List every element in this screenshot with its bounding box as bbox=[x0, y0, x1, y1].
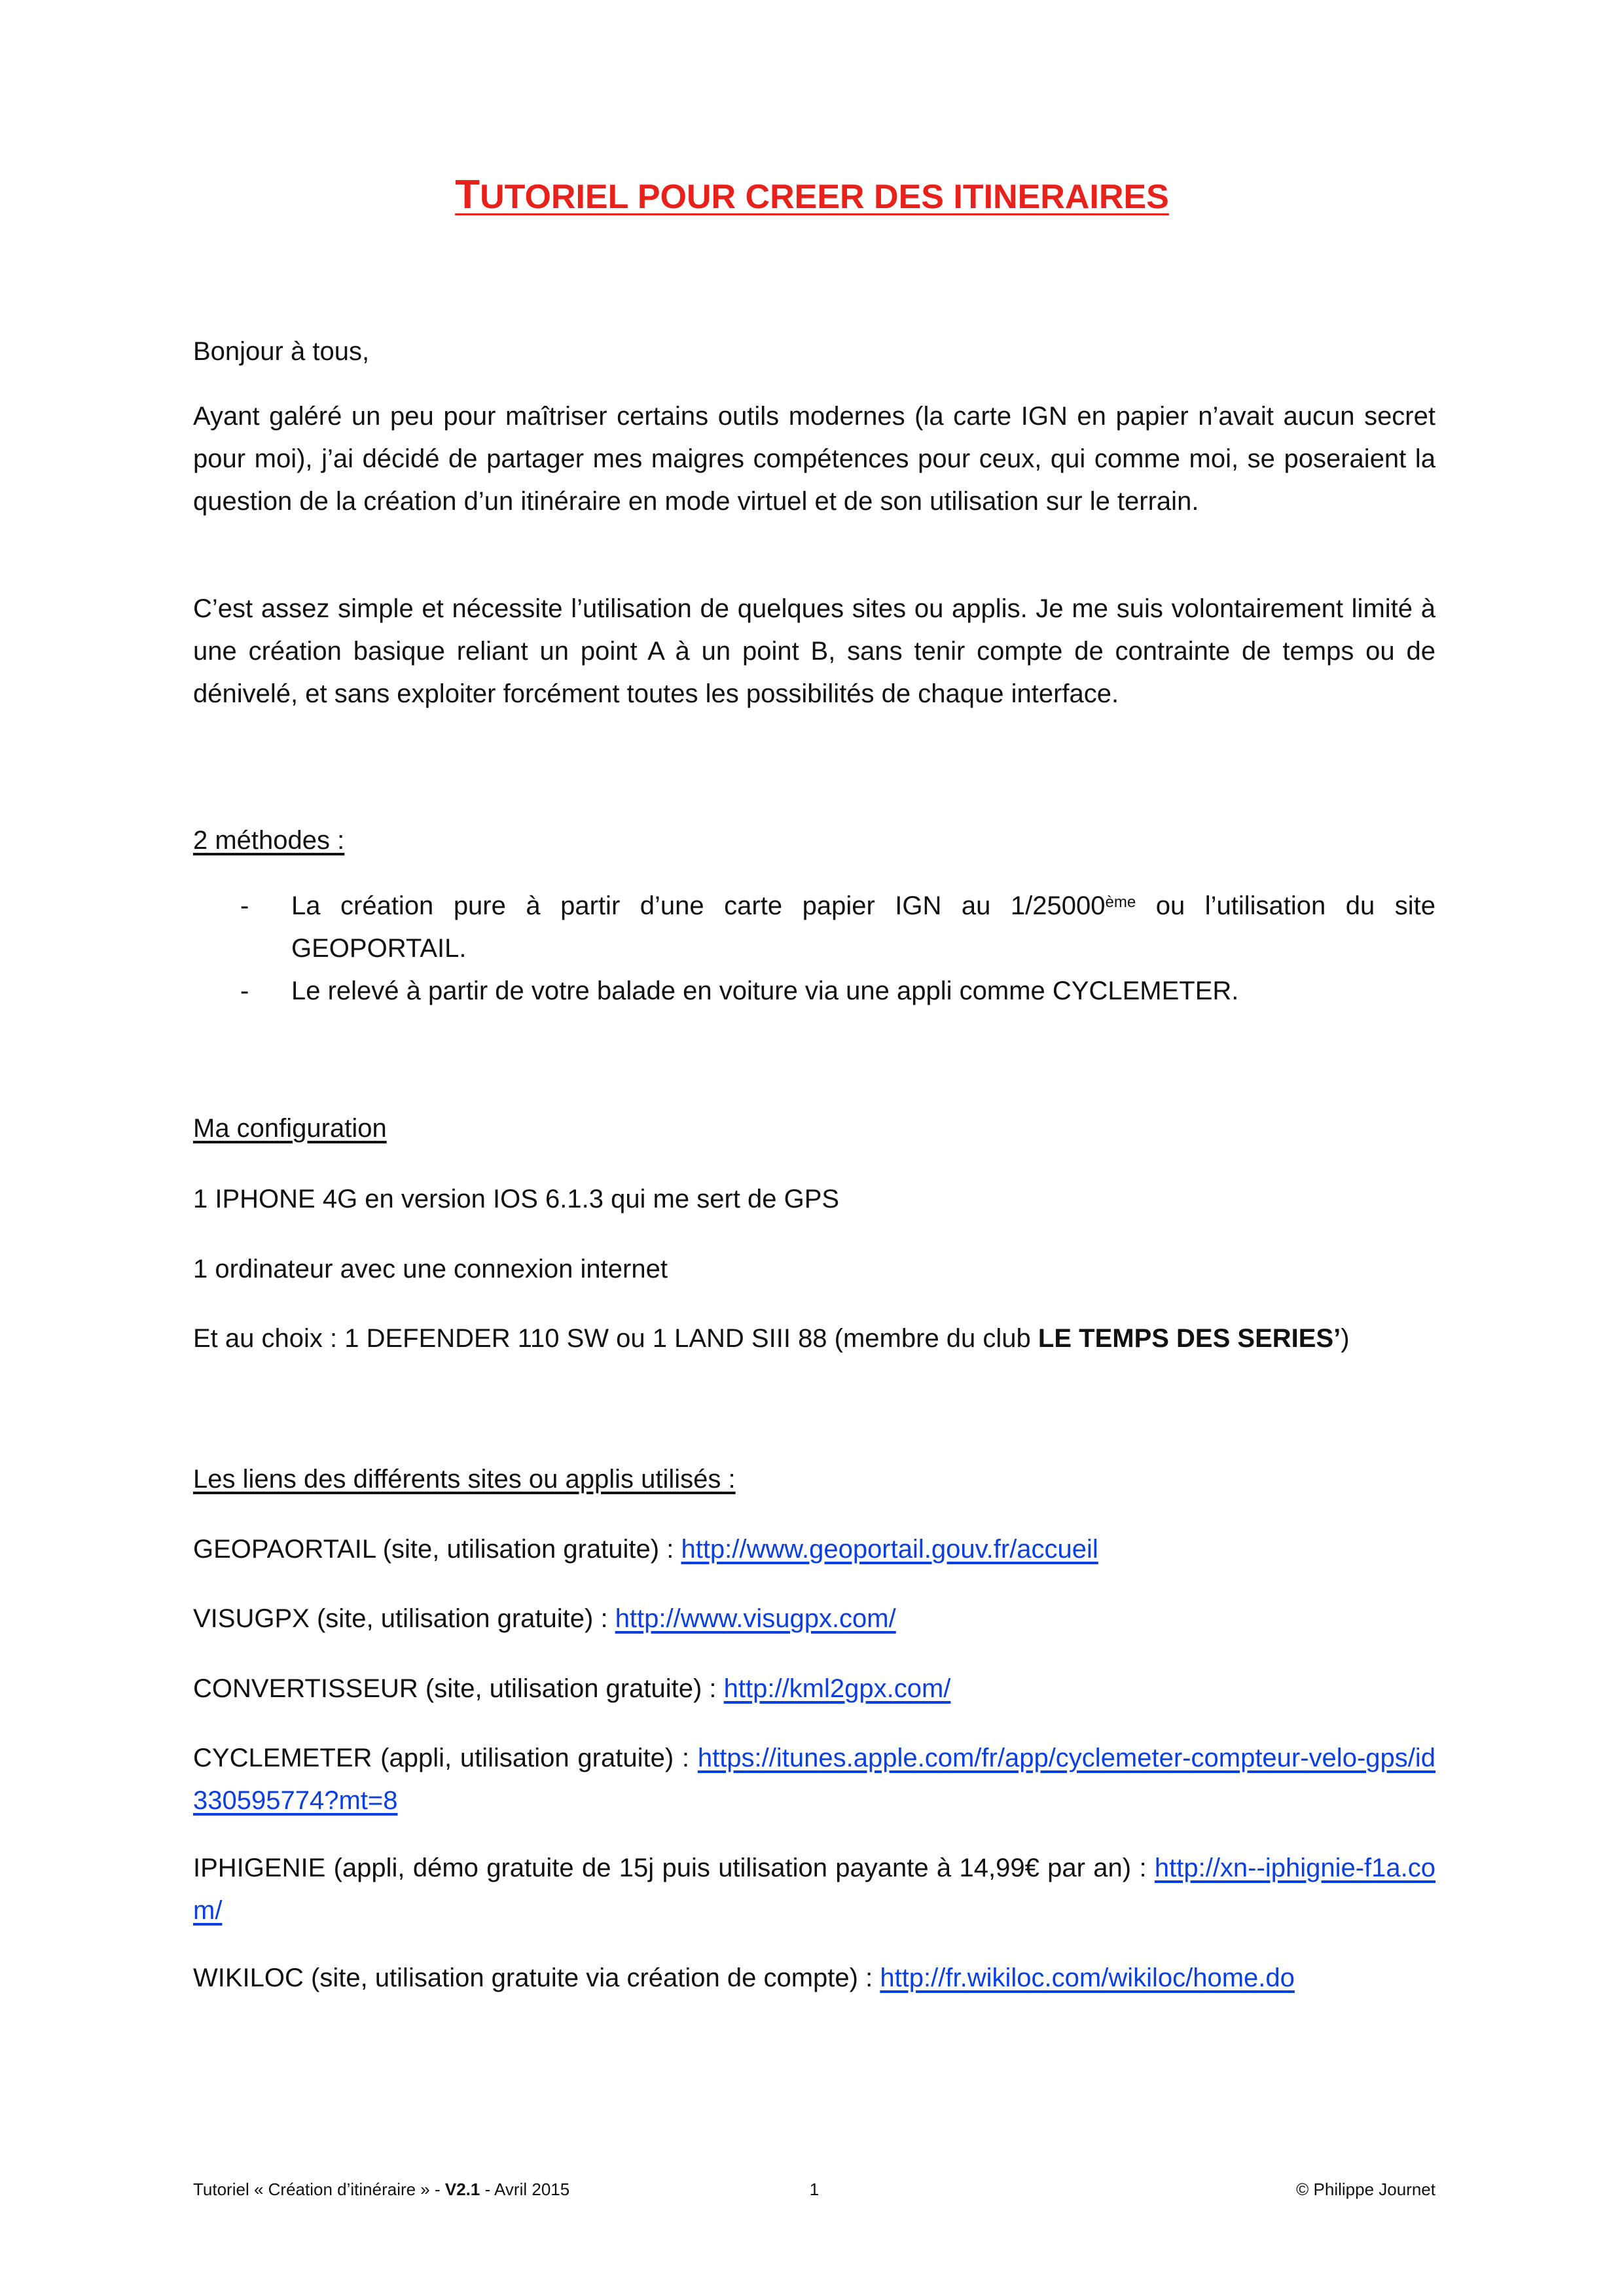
list-item-text-a: La création pure à partir d’une carte papier IGN au 1/25000 bbox=[291, 891, 1106, 920]
link-item-cyclemeter bbox=[193, 1737, 1435, 1822]
link-label: VISUGPX (site, utilisation gratuite) : bbox=[193, 1604, 615, 1633]
link-label: GEOPAORTAIL (site, utilisation gratuite) : bbox=[193, 1535, 681, 1564]
link-geoportail[interactable]: http://www.geoportail.gouv.fr/accueil bbox=[681, 1535, 1098, 1564]
link-item-convertisseur bbox=[193, 1668, 1435, 1710]
page-title bbox=[0, 171, 1624, 218]
intro-paragraph-2: C’est assez simple et nécessite l’utilisation de quelques sites ou applis. Je me suis volontairement limité à une création basique reliant un point A à un point B, sans tenir compte de contrainte de temps ou de dénivelé, et sans exploiter forcément toutes les possibilités de chaque interface. bbox=[193, 594, 1435, 708]
link-label: WIKILOC (site, utilisation gratuite via création de compte) : bbox=[193, 1964, 880, 1992]
links-heading-text: Les liens des différents sites ou applis utilisés : bbox=[193, 1465, 736, 1494]
link-label: CONVERTISSEUR (site, utilisation gratuite) : bbox=[193, 1674, 724, 1703]
config-line-3 bbox=[193, 1318, 1435, 1360]
footer-doc-title: Tutoriel « Création d’itinéraire » - bbox=[193, 2179, 445, 2199]
greeting: Bonjour à tous, bbox=[193, 337, 370, 366]
link-kml2gpx[interactable]: http://kml2gpx.com/ bbox=[723, 1674, 951, 1703]
config-line-2: 1 ordinateur avec une connexion internet bbox=[193, 1255, 668, 1283]
link-item-visugpx bbox=[193, 1598, 1435, 1640]
footer-copyright: © Philippe Journet bbox=[1296, 2179, 1435, 2199]
footer-version: V2.1 bbox=[444, 2179, 480, 2199]
link-item-wikiloc bbox=[193, 1957, 1435, 2000]
superscript-eme: ème bbox=[1105, 893, 1136, 911]
link-item-iphigenie bbox=[193, 1847, 1435, 1932]
link-iphigenie[interactable]: http://xn--iphignie-f1a.com/ bbox=[193, 1854, 1435, 1925]
methods-heading-text: 2 méthodes : bbox=[193, 826, 345, 855]
list-item-text: Le relevé à partir de votre balade en voiture via une appli comme CYCLEMETER. bbox=[291, 977, 1239, 1005]
link-wikiloc[interactable]: http://fr.wikiloc.com/wikiloc/home.do bbox=[880, 1964, 1295, 1992]
links-heading bbox=[193, 1458, 1435, 1501]
list-item-text bbox=[291, 885, 1435, 970]
link-label: CYCLEMETER (appli, utilisation gratuite) : bbox=[193, 1744, 698, 1772]
list-dash: - bbox=[240, 977, 249, 1005]
config-heading bbox=[193, 1107, 1435, 1150]
link-label: IPHIGENIE (appli, démo gratuite de 15j puis utilisation payante à 14,99€ par an) : bbox=[193, 1854, 1155, 1882]
link-visugpx[interactable]: http://www.visugpx.com/ bbox=[615, 1604, 896, 1633]
list-item-text-b: ou l’utilisation du site GEOPORTAIL. bbox=[291, 891, 1435, 963]
page-number: 1 bbox=[809, 2179, 820, 2199]
intro-paragraph-1: Ayant galéré un peu pour maîtriser certains outils modernes (la carte IGN en papier n’avait aucun secret pour moi), j’ai décidé de partager mes maigres compétences pour ceux, qui comme moi, se poseraient la question de la création d’un itinéraire en mode virtuel et de son utilisation sur le terrain. bbox=[193, 402, 1435, 516]
title-first-letter: T bbox=[455, 172, 480, 217]
config-line-3-b: ) bbox=[1341, 1324, 1350, 1353]
link-item-geoportail bbox=[193, 1528, 1435, 1571]
title-rest: UTORIEL POUR CREER DES ITINERAIRES bbox=[480, 178, 1169, 216]
list-dash: - bbox=[240, 891, 249, 920]
link-cyclemeter[interactable]: https://itunes.apple.com/fr/app/cyclemeter-compteur-velo-gps/id330595774?mt=8 bbox=[193, 1744, 1435, 1815]
methods-heading bbox=[193, 819, 1435, 862]
config-line-3-a: Et au choix : 1 DEFENDER 110 SW ou 1 LAND SIII 88 (membre du club bbox=[193, 1324, 1038, 1353]
config-heading-text: Ma configuration bbox=[193, 1114, 387, 1143]
footer-date: - Avril 2015 bbox=[480, 2179, 570, 2199]
config-line-1: 1 IPHONE 4G en version IOS 6.1.3 qui me sert de GPS bbox=[193, 1185, 840, 1213]
club-name: LE TEMPS DES SERIES’ bbox=[1038, 1324, 1341, 1353]
